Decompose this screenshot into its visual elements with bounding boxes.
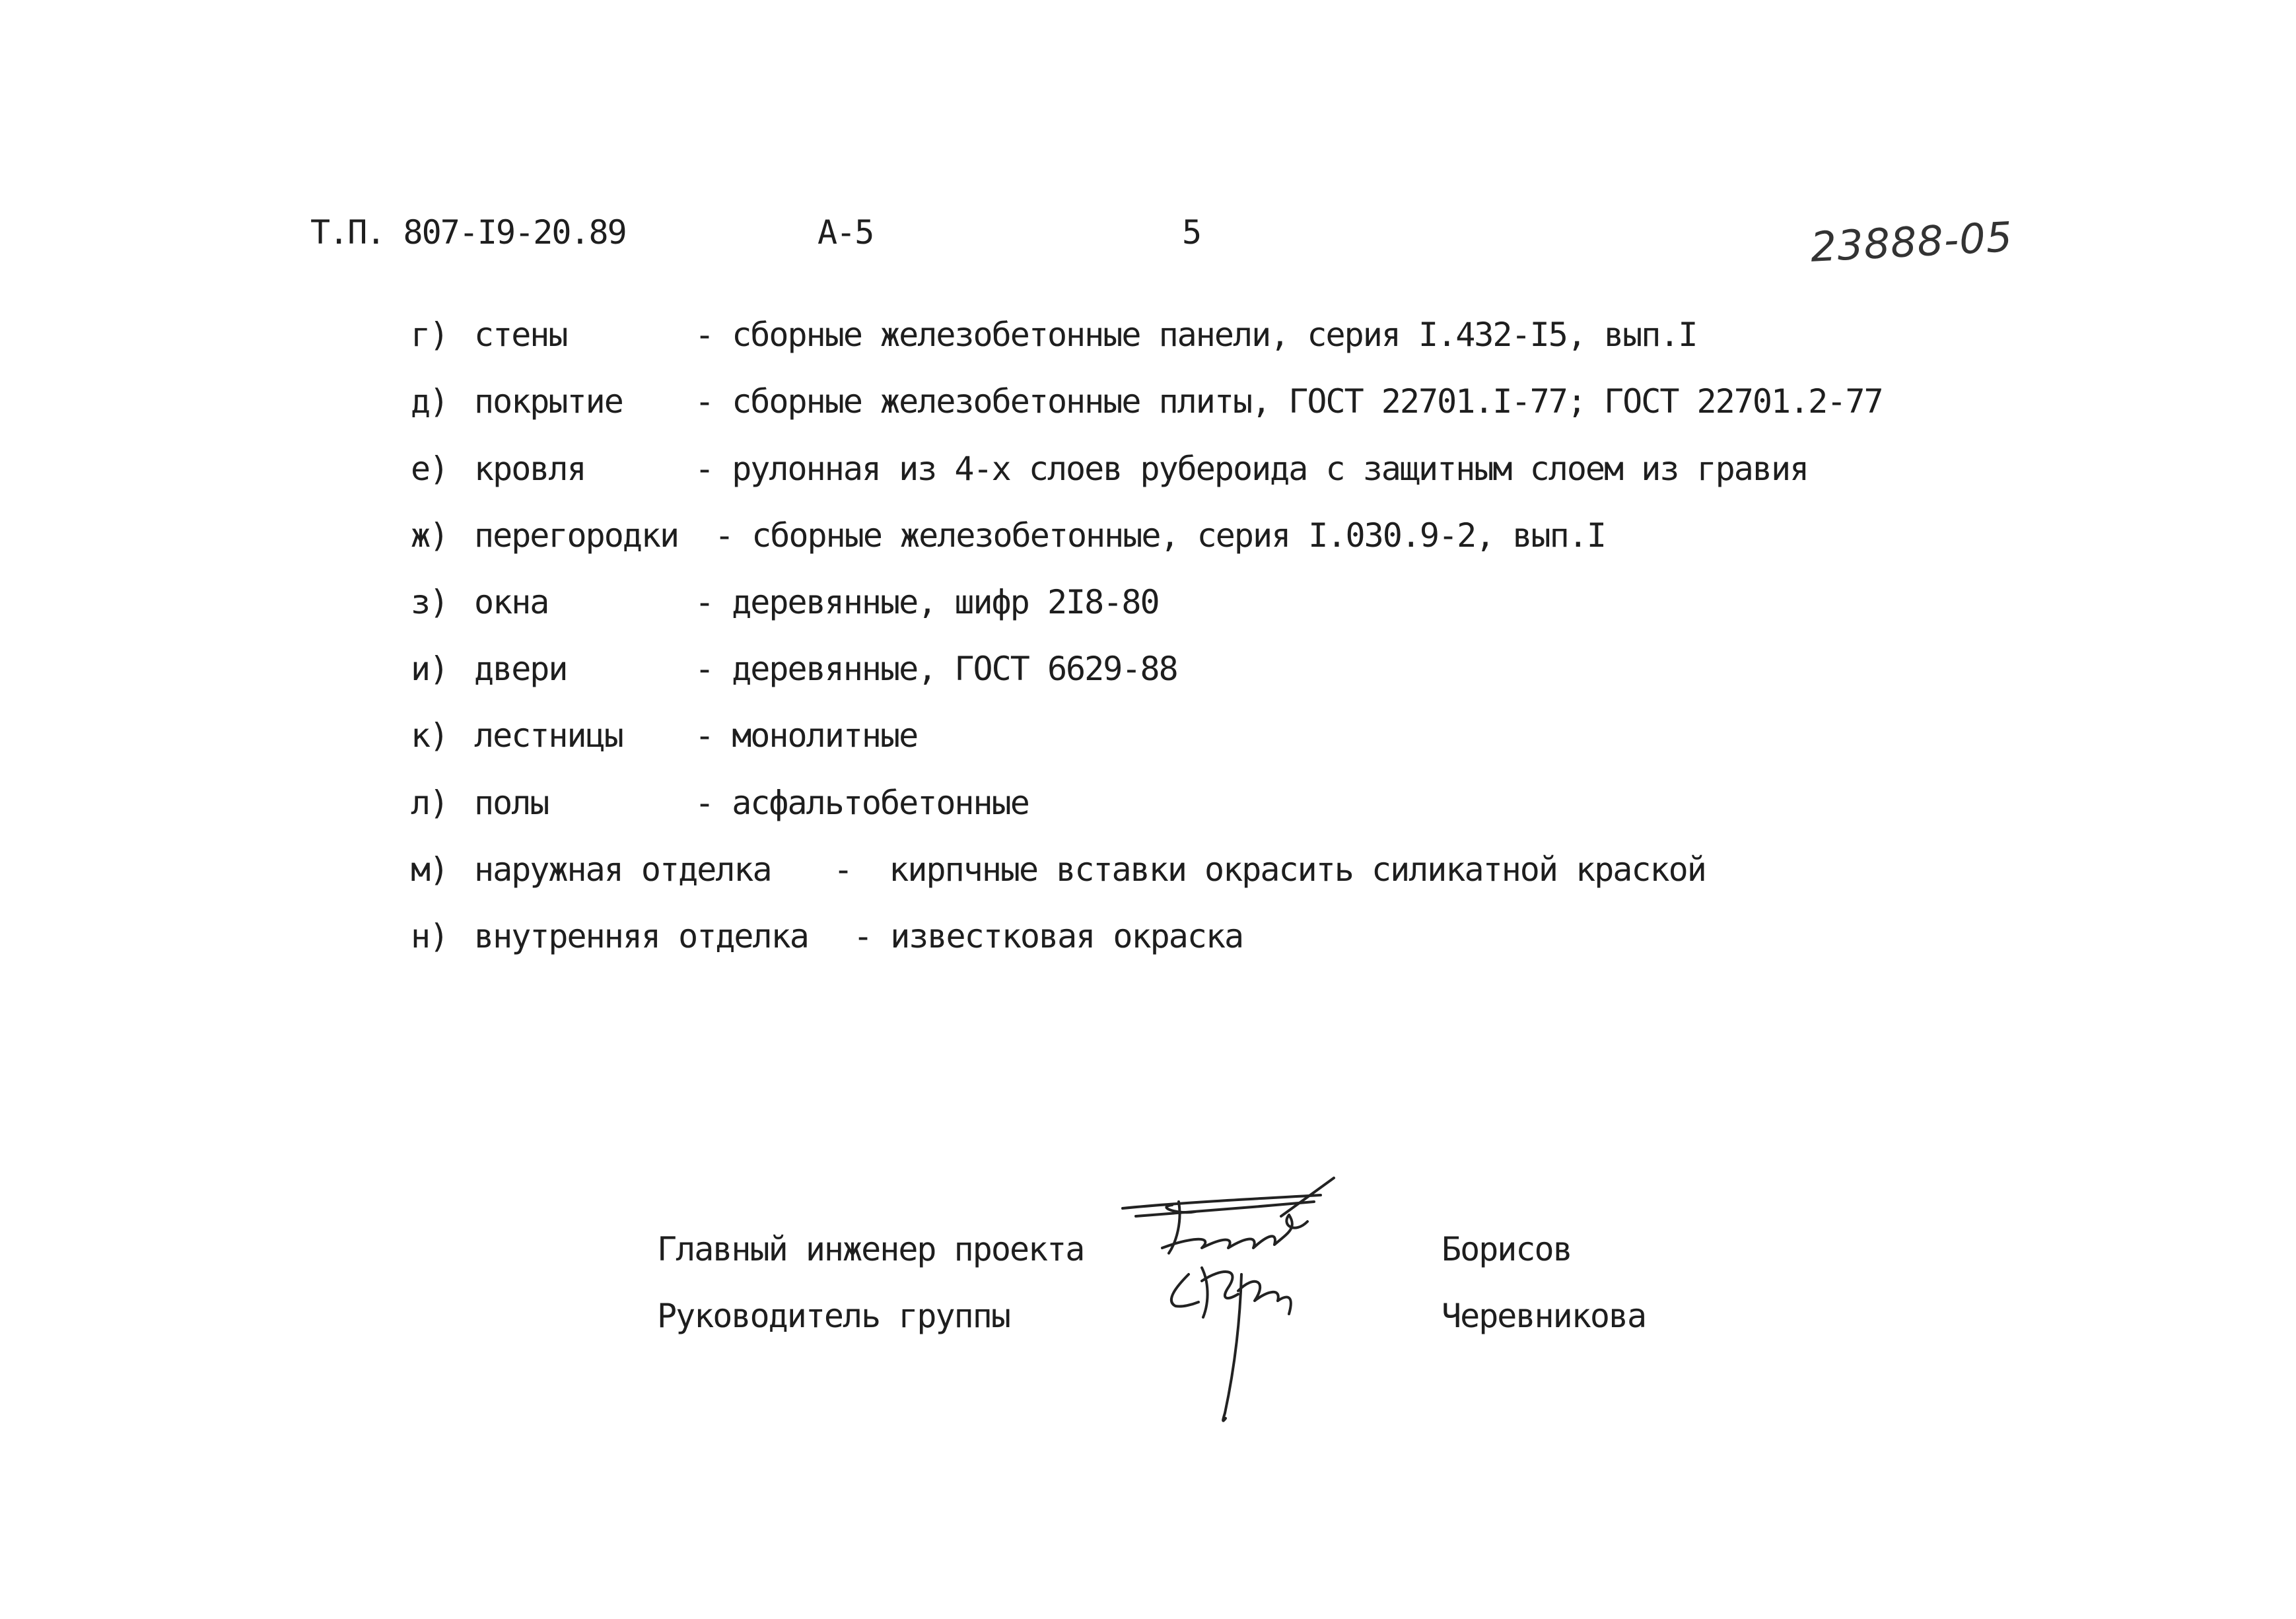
item-label: кровля [474, 450, 586, 488]
item-letter: е) [411, 450, 448, 488]
item-letter: з) [411, 583, 448, 621]
item-letter: л) [411, 784, 448, 822]
document-code: Т.П. 807-I9-20.89 [310, 213, 626, 252]
item-value: - рулонная из 4-х слоев рубероида с защитным слоем из гравия [695, 450, 1809, 488]
item-letter: д) [411, 382, 448, 421]
item-value: - асфальтобетонные [695, 784, 1029, 822]
item-label: полы [474, 784, 549, 822]
item-value: - сборные железобетонные плиты, ГОСТ 22701.I-77; ГОСТ 22701.2-77 [695, 382, 1883, 421]
item-value: - деревянные, шифр 2I8-80 [695, 583, 1159, 621]
signatory-role: Руководитель группы [657, 1297, 1010, 1335]
signatory-role: Главный инженер проекта [657, 1230, 1084, 1268]
item-letter: м) [411, 850, 448, 889]
item-value: - известковая окраска [853, 917, 1243, 955]
item-label: лестницы [474, 716, 623, 755]
item-letter: г) [411, 316, 448, 354]
item-value: - сборные железобетонные панели, серия I.432-I5, вып.I [695, 316, 1697, 354]
inventory-number: 23888-05 [1809, 212, 2014, 271]
item-label: покрытие [474, 382, 623, 421]
item-label: перегородки [474, 516, 679, 555]
page-number: 5 [1182, 213, 1201, 252]
item-value: - кирпчные вставки окрасить силикатной краской [833, 850, 1706, 889]
item-label: двери [474, 650, 567, 688]
item-label: окна [474, 583, 549, 621]
item-value: - деревянные, ГОСТ 6629-88 [695, 650, 1177, 688]
item-value: - сборные железобетонные, серия I.030.9-2, вып.I [714, 516, 1605, 555]
item-letter: ж) [411, 516, 448, 555]
item-label: наружная отделка [474, 850, 771, 889]
signatory-name: Борисов [1442, 1230, 1572, 1268]
item-letter: н) [411, 917, 448, 955]
item-letter: и) [411, 650, 448, 688]
item-label: стены [474, 316, 567, 354]
album-code: А-5 [818, 213, 874, 252]
item-letter: к) [411, 716, 448, 755]
item-value: - монолитные [695, 716, 918, 755]
group-leader-signature [1162, 1255, 1334, 1439]
signatory-name: Черевникова [1442, 1297, 1646, 1335]
item-label: внутренняя отделка [474, 917, 808, 955]
